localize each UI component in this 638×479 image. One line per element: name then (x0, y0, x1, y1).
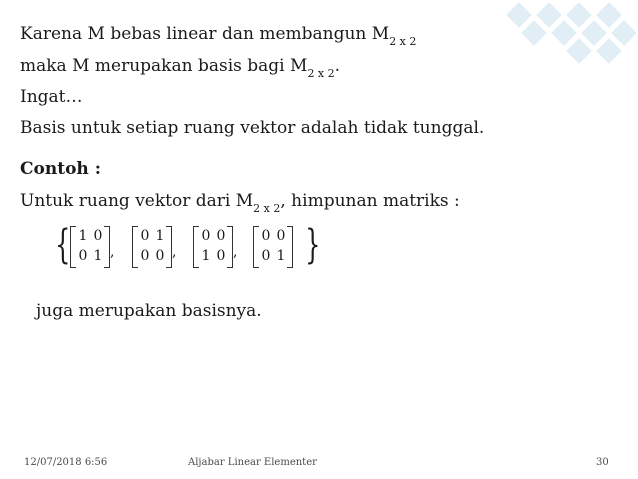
matrix-1-d: 1 (93, 248, 103, 264)
matrix-4-b: 0 (276, 228, 286, 244)
matrix-3-c: 1 (201, 248, 211, 264)
line-6-text: Untuk ruang vektor dari M (20, 191, 254, 211)
comma-2: , (172, 244, 177, 260)
matrix-3-a: 0 (201, 228, 211, 244)
line-6-subscript: 2 x 2 (253, 202, 281, 215)
text-line-3: Ingat… (20, 87, 83, 107)
matrix-4-d: 1 (276, 248, 286, 264)
matrix-3-b: 0 (216, 228, 226, 244)
diamond-pattern-decoration (498, 0, 638, 64)
text-line-2 (20, 55, 340, 79)
comma-3: , (233, 244, 238, 260)
matrix-3-d: 0 (216, 248, 226, 264)
matrix-2-d: 0 (155, 248, 165, 264)
text-line-1 (20, 23, 416, 47)
text-line-4: Basis untuk setiap ruang vektor adalah tidak tunggal. (20, 118, 485, 138)
matrix-4 (253, 226, 293, 268)
matrix-4-a: 0 (261, 228, 271, 244)
footer-title: Aljabar Linear Elementer (188, 457, 317, 468)
matrix-2 (132, 226, 172, 268)
text-line-7: juga merupakan basisnya. (36, 301, 262, 321)
matrix-2-c: 0 (140, 248, 150, 264)
matrix-set (56, 222, 326, 272)
footer-date: 12/07/2018 6:56 (24, 457, 108, 468)
page-number: 30 (596, 457, 609, 468)
matrix-1-a: 1 (78, 228, 88, 244)
matrix-2-b: 1 (155, 228, 165, 244)
open-brace: { (55, 222, 71, 268)
text-line-6 (20, 190, 460, 214)
line-2-text: maka M merupakan basis bagi M (20, 56, 308, 76)
comma-1: , (110, 244, 115, 260)
matrix-1-c: 0 (78, 248, 88, 264)
matrix-1 (70, 226, 110, 268)
line-2-period: . (334, 56, 341, 76)
line-2-subscript: 2 x 2 (307, 67, 335, 80)
line-1-text: Karena M bebas linear dan membangun M (20, 24, 390, 44)
close-brace: } (305, 222, 321, 268)
line-1-subscript: 2 x 2 (389, 35, 417, 48)
matrix-1-b: 0 (93, 228, 103, 244)
matrix-3 (193, 226, 233, 268)
example-heading: Contoh : (20, 159, 101, 179)
matrix-4-c: 0 (261, 248, 271, 264)
matrix-2-a: 0 (140, 228, 150, 244)
line-6-post: , himpunan matriks : (280, 191, 460, 211)
